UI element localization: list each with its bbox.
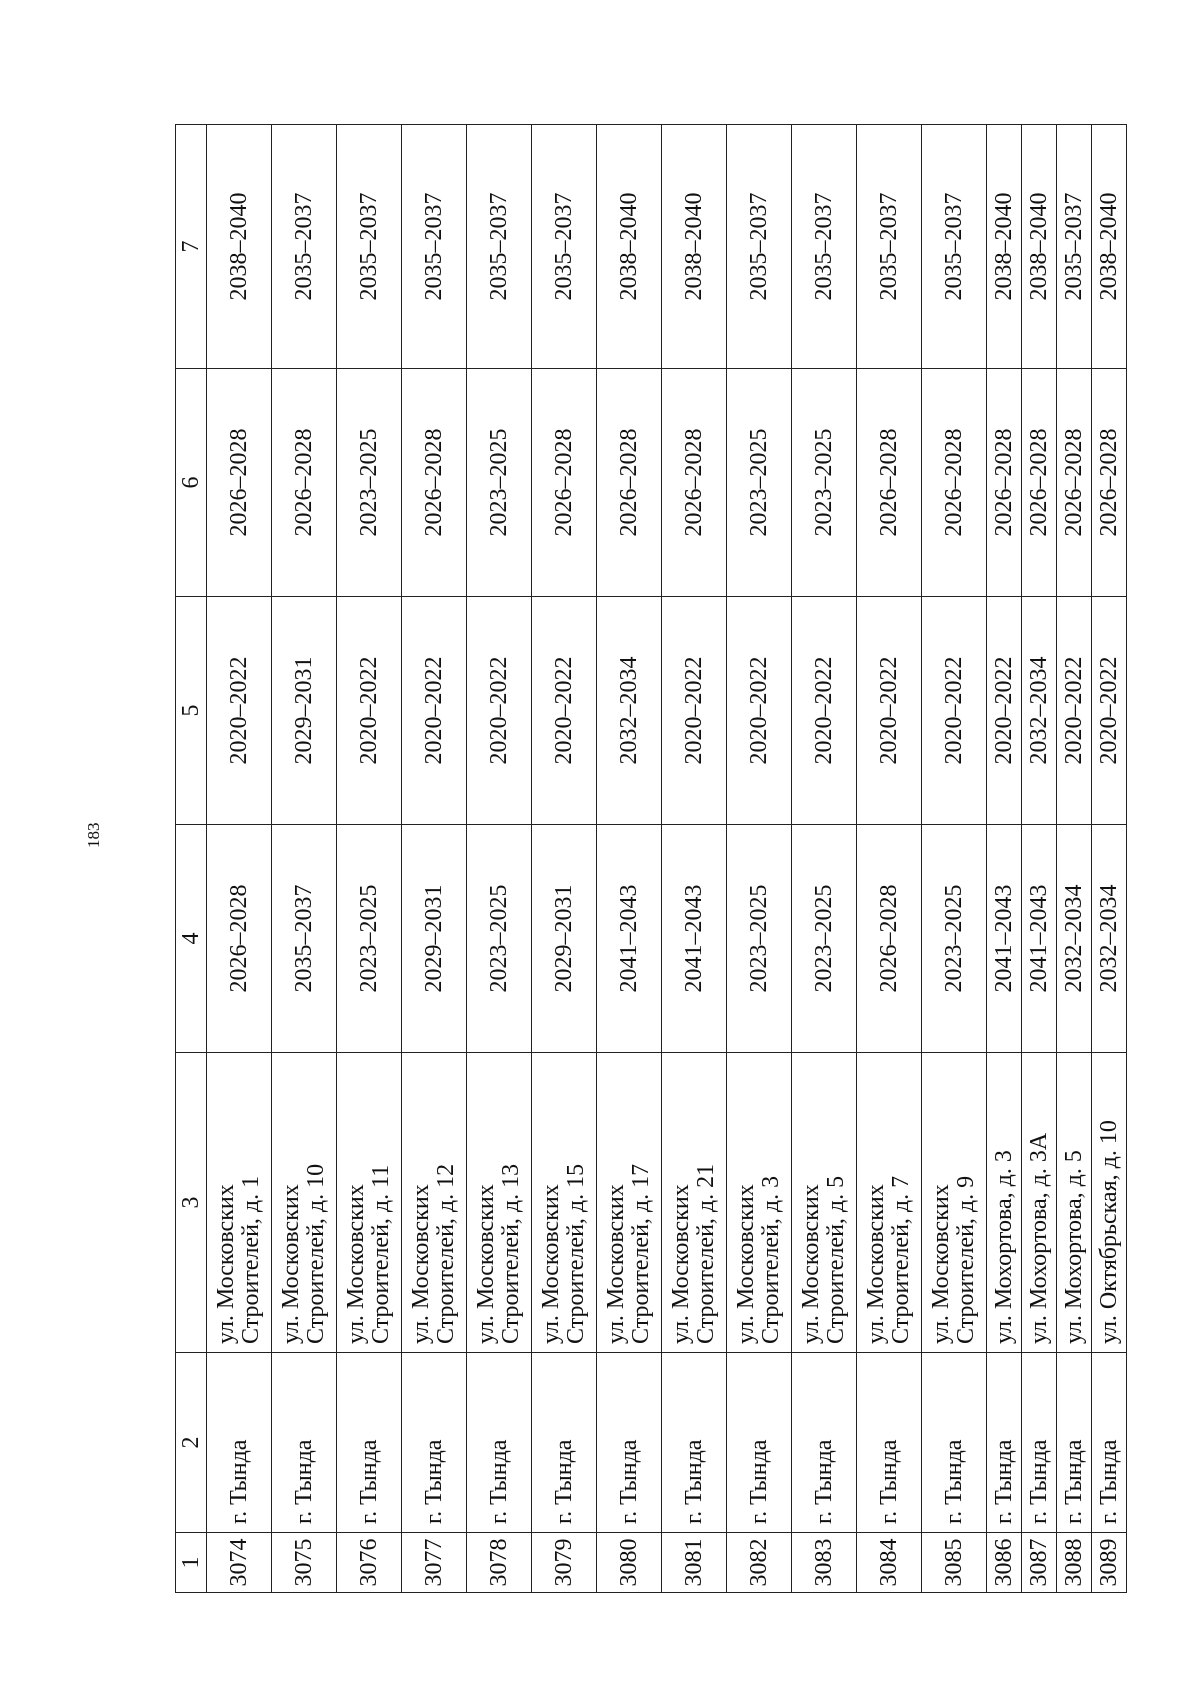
city-cell: г. Тында xyxy=(727,1353,792,1533)
period-col6-cell: 2026–2028 xyxy=(987,369,1022,597)
period-col7-cell: 2038–2040 xyxy=(1092,125,1127,369)
address-cell: ул. Мохортова, д. 3 xyxy=(987,1053,1022,1353)
period-col7-cell: 2038–2040 xyxy=(597,125,662,369)
address-cell: ул. Московских Строителей, д. 3 xyxy=(727,1053,792,1353)
period-col5-cell: 2032–2034 xyxy=(1022,597,1057,825)
period-col6-cell: 2026–2028 xyxy=(207,369,272,597)
address-cell: ул. Московских Строителей, д. 10 xyxy=(272,1053,337,1353)
period-col5-cell: 2020–2022 xyxy=(857,597,922,825)
period-col6-cell: 2026–2028 xyxy=(662,369,727,597)
period-col4-cell: 2029–2031 xyxy=(532,825,597,1053)
period-col6-cell: 2026–2028 xyxy=(532,369,597,597)
period-col7-cell: 2035–2037 xyxy=(922,125,987,369)
period-col6-cell: 2026–2028 xyxy=(1022,369,1057,597)
row-number-cell: 3075 xyxy=(272,1533,337,1593)
period-col7-cell: 2038–2040 xyxy=(1022,125,1057,369)
address-cell: ул. Московских Строителей, д. 17 xyxy=(597,1053,662,1353)
period-col6-cell: 2023–2025 xyxy=(467,369,532,597)
city-cell: г. Тында xyxy=(1057,1353,1092,1533)
address-cell: ул. Октябрьская, д. 10 xyxy=(1092,1053,1127,1353)
row-number-cell: 3081 xyxy=(662,1533,727,1593)
address-cell: ул. Московских Строителей, д. 21 xyxy=(662,1053,727,1353)
period-col7-cell: 2038–2040 xyxy=(207,125,272,369)
period-col5-cell: 2020–2022 xyxy=(662,597,727,825)
period-col7-cell: 2035–2037 xyxy=(272,125,337,369)
period-col6-cell: 2026–2028 xyxy=(1057,369,1092,597)
period-col4-cell: 2026–2028 xyxy=(857,825,922,1053)
period-col6-cell: 2026–2028 xyxy=(857,369,922,597)
table-row xyxy=(1022,125,1057,1593)
table-row xyxy=(532,125,597,1593)
period-col7-cell: 2035–2037 xyxy=(467,125,532,369)
column-header-5: 5 xyxy=(176,597,207,825)
schedule-table-frame xyxy=(175,125,1145,1593)
period-col5-cell: 2020–2022 xyxy=(922,597,987,825)
period-col7-cell: 2038–2040 xyxy=(662,125,727,369)
period-col4-cell: 2023–2025 xyxy=(922,825,987,1053)
table-row xyxy=(467,125,532,1593)
address-cell: ул. Мохортова, д. 3А xyxy=(1022,1053,1057,1353)
city-cell: г. Тында xyxy=(207,1353,272,1533)
city-cell: г. Тында xyxy=(467,1353,532,1533)
period-col4-cell: 2023–2025 xyxy=(792,825,857,1053)
address-cell: ул. Московских Строителей, д. 1 xyxy=(207,1053,272,1353)
period-col7-cell: 2038–2040 xyxy=(987,125,1022,369)
period-col7-cell: 2035–2037 xyxy=(402,125,467,369)
row-number-cell: 3076 xyxy=(337,1533,402,1593)
table-row xyxy=(272,125,337,1593)
period-col7-cell: 2035–2037 xyxy=(792,125,857,369)
table-row xyxy=(922,125,987,1593)
column-header-4: 4 xyxy=(176,825,207,1053)
row-number-cell: 3079 xyxy=(532,1533,597,1593)
table-row xyxy=(1092,125,1127,1593)
row-number-cell: 3080 xyxy=(597,1533,662,1593)
period-col6-cell: 2023–2025 xyxy=(727,369,792,597)
row-number-cell: 3089 xyxy=(1092,1533,1127,1593)
row-number-cell: 3088 xyxy=(1057,1533,1092,1593)
city-cell: г. Тында xyxy=(597,1353,662,1533)
period-col7-cell: 2035–2037 xyxy=(727,125,792,369)
row-number-cell: 3083 xyxy=(792,1533,857,1593)
period-col6-cell: 2023–2025 xyxy=(337,369,402,597)
period-col5-cell: 2020–2022 xyxy=(727,597,792,825)
table-row xyxy=(402,125,467,1593)
address-cell: ул. Московских Строителей, д. 9 xyxy=(922,1053,987,1353)
column-header-3: 3 xyxy=(176,1053,207,1353)
period-col5-cell: 2032–2034 xyxy=(597,597,662,825)
period-col4-cell: 2041–2043 xyxy=(597,825,662,1053)
city-cell: г. Тында xyxy=(857,1353,922,1533)
column-header-2: 2 xyxy=(176,1353,207,1533)
table-row xyxy=(987,125,1022,1593)
column-header-7: 7 xyxy=(176,125,207,369)
city-cell: г. Тында xyxy=(1092,1353,1127,1533)
period-col7-cell: 2035–2037 xyxy=(1057,125,1092,369)
period-col5-cell: 2020–2022 xyxy=(402,597,467,825)
city-cell: г. Тында xyxy=(1022,1353,1057,1533)
period-col6-cell: 2026–2028 xyxy=(597,369,662,597)
city-cell: г. Тында xyxy=(662,1353,727,1533)
period-col5-cell: 2020–2022 xyxy=(337,597,402,825)
row-number-cell: 3085 xyxy=(922,1533,987,1593)
column-header-1: 1 xyxy=(176,1533,207,1593)
city-cell: г. Тында xyxy=(337,1353,402,1533)
period-col5-cell: 2020–2022 xyxy=(207,597,272,825)
period-col4-cell: 2023–2025 xyxy=(467,825,532,1053)
period-col4-cell: 2026–2028 xyxy=(207,825,272,1053)
period-col4-cell: 2041–2043 xyxy=(662,825,727,1053)
row-number-cell: 3082 xyxy=(727,1533,792,1593)
table-row xyxy=(337,125,402,1593)
period-col5-cell: 2020–2022 xyxy=(792,597,857,825)
schedule-table xyxy=(175,124,1127,1593)
table-row xyxy=(857,125,922,1593)
row-number-cell: 3074 xyxy=(207,1533,272,1593)
row-number-cell: 3077 xyxy=(402,1533,467,1593)
period-col7-cell: 2035–2037 xyxy=(337,125,402,369)
period-col6-cell: 2023–2025 xyxy=(792,369,857,597)
period-col7-cell: 2035–2037 xyxy=(532,125,597,369)
city-cell: г. Тында xyxy=(402,1353,467,1533)
row-number-cell: 3087 xyxy=(1022,1533,1057,1593)
table-row xyxy=(792,125,857,1593)
city-cell: г. Тында xyxy=(792,1353,857,1533)
city-cell: г. Тында xyxy=(987,1353,1022,1533)
page-number: 183 xyxy=(84,822,103,848)
table-row xyxy=(662,125,727,1593)
address-cell: ул. Московских Строителей, д. 5 xyxy=(792,1053,857,1353)
address-cell: ул. Московских Строителей, д. 11 xyxy=(337,1053,402,1353)
column-header-6: 6 xyxy=(176,369,207,597)
period-col4-cell: 2023–2025 xyxy=(337,825,402,1053)
row-number-cell: 3078 xyxy=(467,1533,532,1593)
period-col5-cell: 2029–2031 xyxy=(272,597,337,825)
table-row xyxy=(207,125,272,1593)
table-row xyxy=(1057,125,1092,1593)
period-col5-cell: 2020–2022 xyxy=(1057,597,1092,825)
period-col7-cell: 2035–2037 xyxy=(857,125,922,369)
row-number-cell: 3086 xyxy=(987,1533,1022,1593)
address-cell: ул. Московских Строителей, д. 15 xyxy=(532,1053,597,1353)
city-cell: г. Тында xyxy=(532,1353,597,1533)
period-col5-cell: 2020–2022 xyxy=(467,597,532,825)
address-cell: ул. Московских Строителей, д. 12 xyxy=(402,1053,467,1353)
period-col6-cell: 2026–2028 xyxy=(922,369,987,597)
period-col4-cell: 2041–2043 xyxy=(1022,825,1057,1053)
address-cell: ул. Московских Строителей, д. 7 xyxy=(857,1053,922,1353)
period-col4-cell: 2041–2043 xyxy=(987,825,1022,1053)
period-col5-cell: 2020–2022 xyxy=(987,597,1022,825)
period-col6-cell: 2026–2028 xyxy=(402,369,467,597)
period-col5-cell: 2020–2022 xyxy=(532,597,597,825)
header-row xyxy=(176,125,207,1593)
period-col5-cell: 2020–2022 xyxy=(1092,597,1127,825)
period-col6-cell: 2026–2028 xyxy=(272,369,337,597)
address-cell: ул. Московских Строителей, д. 13 xyxy=(467,1053,532,1353)
table-body xyxy=(207,125,1127,1593)
period-col4-cell: 2029–2031 xyxy=(402,825,467,1053)
period-col4-cell: 2023–2025 xyxy=(727,825,792,1053)
period-col6-cell: 2026–2028 xyxy=(1092,369,1127,597)
city-cell: г. Тында xyxy=(272,1353,337,1533)
row-number-cell: 3084 xyxy=(857,1533,922,1593)
table-row xyxy=(727,125,792,1593)
city-cell: г. Тында xyxy=(922,1353,987,1533)
address-cell: ул. Мохортова, д. 5 xyxy=(1057,1053,1092,1353)
period-col4-cell: 2035–2037 xyxy=(272,825,337,1053)
table-row xyxy=(597,125,662,1593)
period-col4-cell: 2032–2034 xyxy=(1057,825,1092,1053)
period-col4-cell: 2032–2034 xyxy=(1092,825,1127,1053)
